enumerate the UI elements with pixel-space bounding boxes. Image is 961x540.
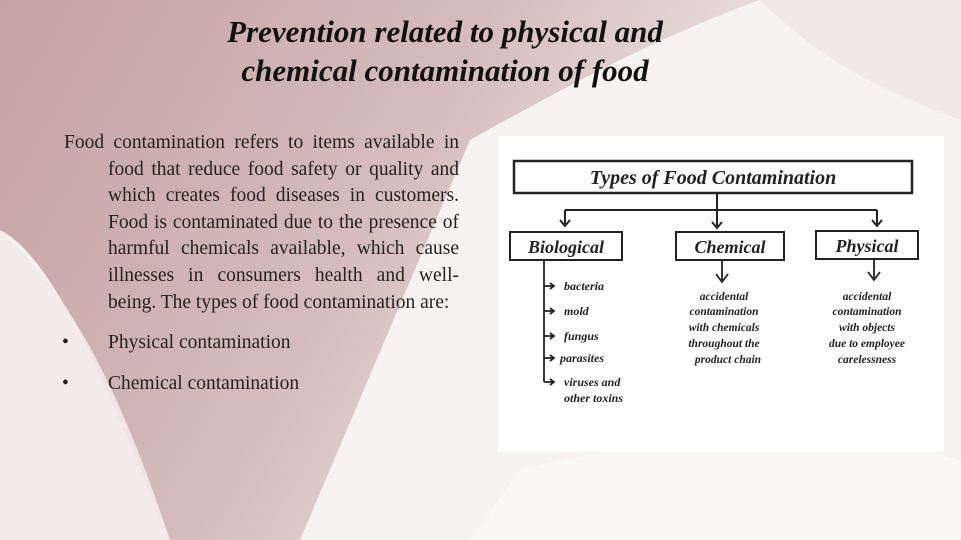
biological-item: mold [564, 304, 589, 318]
physical-label: Physical [835, 236, 899, 256]
chemical-desc-line: product chain [694, 354, 762, 366]
bullet-label: Physical contamination [108, 332, 291, 354]
chemical-label: Chemical [694, 237, 766, 257]
chemical-desc-line: with chemicals [688, 322, 760, 334]
physical-desc-line: contamination [832, 306, 902, 318]
bullet-item [64, 330, 459, 357]
chemical-desc-line: accidental [699, 291, 749, 303]
chemical-desc-line: contamination [689, 306, 759, 318]
diagram-header: Types of Food Contamination [589, 167, 837, 189]
bullet-icon: • [62, 332, 69, 354]
biological-item: other toxins [564, 391, 624, 405]
chemical-desc-line: throughout the [688, 338, 760, 350]
physical-desc-line: due to employee [828, 338, 906, 350]
bullet-item [64, 371, 459, 398]
physical-desc-line: with objects [839, 322, 895, 334]
body-text [64, 130, 459, 397]
bullet-label: Chemical contamination [108, 372, 300, 394]
contamination-diagram [498, 136, 944, 452]
physical-desc-line: accidental [842, 291, 892, 303]
biological-item: viruses and [564, 375, 621, 389]
chemical-branch [716, 260, 728, 282]
physical-desc-line: carelessness [837, 354, 897, 366]
bullet-icon: • [62, 372, 69, 394]
biological-label: Biological [528, 237, 604, 257]
title-line-2: chemical contamination of food [241, 53, 649, 88]
biological-item: fungus [564, 329, 599, 343]
biological-item: parasites [560, 351, 605, 365]
slide-title [150, 12, 740, 90]
physical-branch [868, 259, 880, 280]
biological-branch [544, 260, 554, 385]
title-line-1: Prevention related to physical and [227, 14, 663, 49]
intro-paragraph: Food contamination refers to items available in food that reduce food safety or quality and which creates food diseases in customers. Food is contaminated due to the presence of harmful chemicals available, which cause illnesses in consumers health and well-being. The types of food contamination are: [64, 132, 459, 313]
biological-item: bacteria [564, 279, 604, 293]
connector-lines [560, 193, 882, 228]
